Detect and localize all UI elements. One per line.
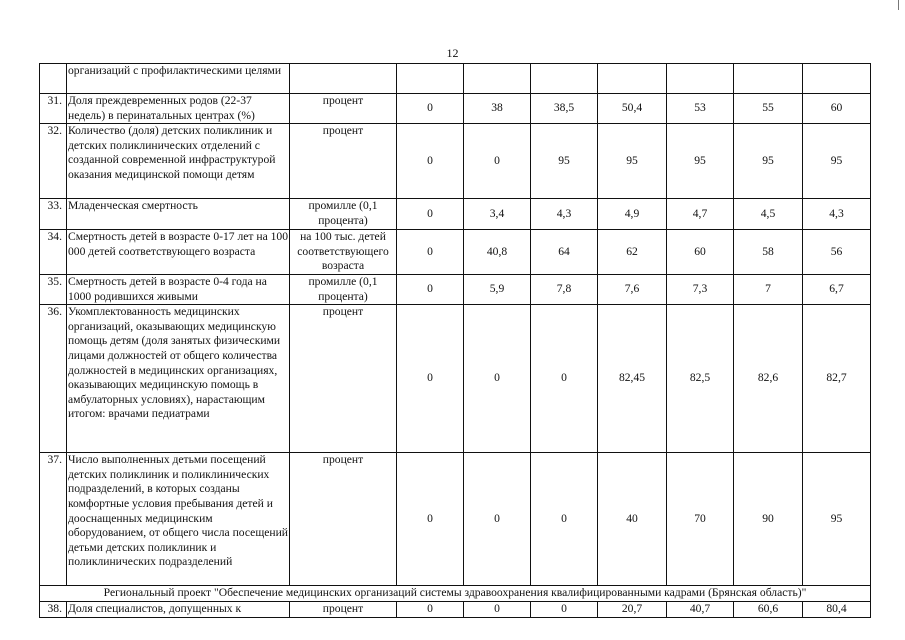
value-cell: 53 [667, 94, 734, 124]
unit-cell: промилле (0,1 процента) [290, 274, 397, 304]
indicator-name: организаций с профилактическими целями [67, 64, 290, 94]
table-row [40, 453, 871, 586]
row-number: 33. [40, 199, 67, 230]
value-cell: 60 [667, 230, 734, 275]
row-number [40, 64, 67, 94]
value-cell: 56 [803, 230, 871, 275]
value-cell: 7 [734, 274, 803, 304]
indicator-name: Младенческая смертность [67, 199, 290, 230]
value-cell: 82,5 [667, 305, 734, 453]
value-cell: 0 [397, 305, 464, 453]
value-cell: 0 [464, 453, 531, 586]
value-cell: 4,3 [803, 199, 871, 230]
indicator-name: Доля преждевременных родов (22-37 недель) в перинатальных центрах (%) [67, 94, 290, 124]
value-cell: 95 [531, 124, 598, 199]
row-number: 38. [40, 602, 67, 618]
value-cell: 80,4 [803, 602, 871, 618]
unit-cell: процент [290, 94, 397, 124]
value-cell: 58 [734, 230, 803, 275]
table-row [40, 199, 871, 230]
unit-cell: процент [290, 305, 397, 453]
value-cell: 0 [464, 305, 531, 453]
table-row [40, 274, 871, 304]
indicator-name: Доля специалистов, допущенных к [67, 602, 290, 618]
row-number: 37. [40, 453, 67, 586]
table-row [40, 305, 871, 453]
value-cell: 95 [803, 124, 871, 199]
value-cell: 60 [803, 94, 871, 124]
value-cell: 0 [397, 230, 464, 275]
table-row [40, 94, 871, 124]
row-number: 32. [40, 124, 67, 199]
value-cell: 55 [734, 94, 803, 124]
value-cell: 4,9 [598, 199, 667, 230]
indicator-name: Смертность детей в возрасте 0-4 года на 1000 родившихся живыми [67, 274, 290, 304]
value-cell: 4,5 [734, 199, 803, 230]
value-cell: 95 [734, 124, 803, 199]
value-cell: 0 [397, 453, 464, 586]
value-cell: 40,8 [464, 230, 531, 275]
value-cell: 40,7 [667, 602, 734, 618]
value-cell: 70 [667, 453, 734, 586]
value-cell: 0 [397, 124, 464, 199]
value-cell: 95 [803, 453, 871, 586]
value-cell: 0 [531, 305, 598, 453]
value-cell: 7,8 [531, 274, 598, 304]
value-cell: 7,6 [598, 274, 667, 304]
value-cell: 6,7 [803, 274, 871, 304]
section-header-row [40, 586, 871, 602]
row-number: 34. [40, 230, 67, 275]
value-cell: 82,6 [734, 305, 803, 453]
value-cell: 3,4 [464, 199, 531, 230]
value-cell: 62 [598, 230, 667, 275]
value-cell: 5,9 [464, 274, 531, 304]
page-edge-mark [898, 0, 899, 10]
value-cell: 0 [397, 199, 464, 230]
value-cell: 0 [464, 124, 531, 199]
section-header: Региональный проект "Обеспечение медицинских организаций системы здравоохранения квалифицированными кадрами (Брянская область)" [40, 586, 871, 602]
value-cell: 4,7 [667, 199, 734, 230]
value-cell: 40 [598, 453, 667, 586]
row-number: 36. [40, 305, 67, 453]
value-cell: 0 [531, 453, 598, 586]
value-cell: 95 [667, 124, 734, 199]
value-cell: 64 [531, 230, 598, 275]
table-row [40, 230, 871, 275]
value-cell: 95 [598, 124, 667, 199]
table-row [40, 124, 871, 199]
value-cell: 0 [397, 602, 464, 618]
unit-cell: процент [290, 453, 397, 586]
unit-cell: процент [290, 124, 397, 199]
indicator-name: Количество (доля) детских поликлиник и детских поликлинических отделений с созданной современной инфраструктурой оказания медицинской помощи детям [67, 124, 290, 199]
value-cell: 0 [397, 94, 464, 124]
value-cell: 0 [531, 602, 598, 618]
table-row-continuation [40, 64, 871, 94]
value-cell: 38 [464, 94, 531, 124]
indicator-name: Укомплектованность медицинских организаций, оказывающих медицинскую помощь детям (доля занятых физическими лицами должностей от общего количества должностей в медицинских организациях, оказывающих медицинскую помощь в амбулаторных условиях), нарастающим итогом: врачами педиатрами [67, 305, 290, 453]
value-cell: 0 [397, 274, 464, 304]
table-row [40, 602, 871, 618]
indicator-name: Смертность детей в возрасте 0-17 лет на 100 000 детей соответствующего возраста [67, 230, 290, 275]
value-cell: 90 [734, 453, 803, 586]
value-cell: 60,6 [734, 602, 803, 618]
indicators-table [39, 63, 871, 618]
row-number: 35. [40, 274, 67, 304]
value-cell: 38,5 [531, 94, 598, 124]
page-number: 12 [446, 46, 459, 60]
value-cell: 50,4 [598, 94, 667, 124]
value-cell: 0 [464, 602, 531, 618]
unit-cell: на 100 тыс. детей соответствующего возраста [290, 230, 397, 275]
value-cell: 7,3 [667, 274, 734, 304]
value-cell: 82,7 [803, 305, 871, 453]
value-cell: 4,3 [531, 199, 598, 230]
indicator-name: Число выполненных детьми посещений детских поликлиник и поликлинических подразделений, в которых созданы комфортные условия пребывания детей и дооснащенных медицинским оборудованием, от общего числа посещений детьми детских поликлиник и поликлинических подразделений [67, 453, 290, 586]
value-cell: 82,45 [598, 305, 667, 453]
unit-cell: процент [290, 602, 397, 618]
unit-cell: промилле (0,1 процента) [290, 199, 397, 230]
row-number: 31. [40, 94, 67, 124]
value-cell: 20,7 [598, 602, 667, 618]
